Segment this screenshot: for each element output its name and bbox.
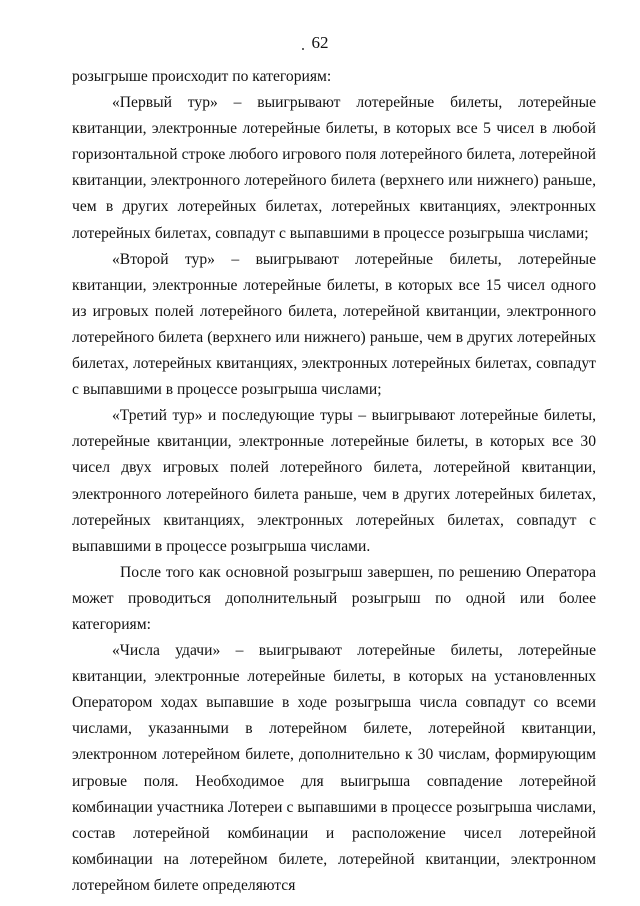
page-number: 62: [311, 33, 329, 52]
paragraph-first-round: «Первый тур» – выигрывают лотерейные билеты, лотерейные квитанции, электронные лотерейные билеты, в которых все 5 чисел в любой горизонтальной строке любого игрового поля лотерейного билета, лотерейной квитанции, электронного лотерейного билета (верхнего или нижнего) раньше, чем в других лотерейных билетах, лотерейных квитанциях, электронных лотерейных билетах, совпадут с выпавшими в процессе розыгрыша числами;: [72, 94, 596, 242]
paragraph-lucky-numbers: «Числа удачи» – выигрывают лотерейные билеты, лотерейные квитанции, электронные лотерейные билеты, в которых на установленных Оператором ходах выпавшие в ходе розыгрыша числа совпадут со всеми числами, указанными в лотерейном билете, лотерейной квитанции, электронном лотерейном билете, дополнительно к 30 числам, формирующим игровые поля. Необходимое для выигрыша совпадение лотерейной комбинации участника Лотереи с выпавшими в процессе розыгрыша числами, состав лотерейной комбинации и расположение чисел лотерейной комбинации на лотерейном билете, лотерейной квитанции, электронном лотерейном билете определяются: [72, 642, 596, 894]
document-body: [72, 64, 596, 899]
paragraph-third-round: «Третий тур» и последующие туры – выигрывают лотерейные билеты, лотерейные квитанции, электронные лотерейные билеты, в которых все 30 чисел двух игровых полей лотерейного билета, лотерейной квитанции, электронного лотерейного билета раньше, чем в других лотерейных билетах, лотерейных квитанциях, электронных лотерейных билетах, совпадут с выпавшими в процессе розыгрыша числами.: [72, 407, 596, 555]
paragraph-additional-draw: После того как основной розыгрыш завершен, по решению Оператора может проводиться дополнительный розыгрыш по одной или более категориям:: [72, 563, 596, 633]
paragraph-second-round: «Второй тур» – выигрывают лотерейные билеты, лотерейные квитанции, электронные лотерейные билеты, в которых все 15 чисел одного из игровых полей лотерейного билета, лотерейной квитанции, электронного лотерейного билета (верхнего или нижнего) раньше, чем в других лотерейных билетах, лотерейных квитанциях, электронных лотерейных билетах, совпадут с выпавшими в процессе розыгрыша числами;: [72, 250, 596, 399]
paragraph-continuation: розыгрыше происходит по категориям:: [72, 68, 332, 85]
scan-artifact-dot: [302, 48, 304, 50]
